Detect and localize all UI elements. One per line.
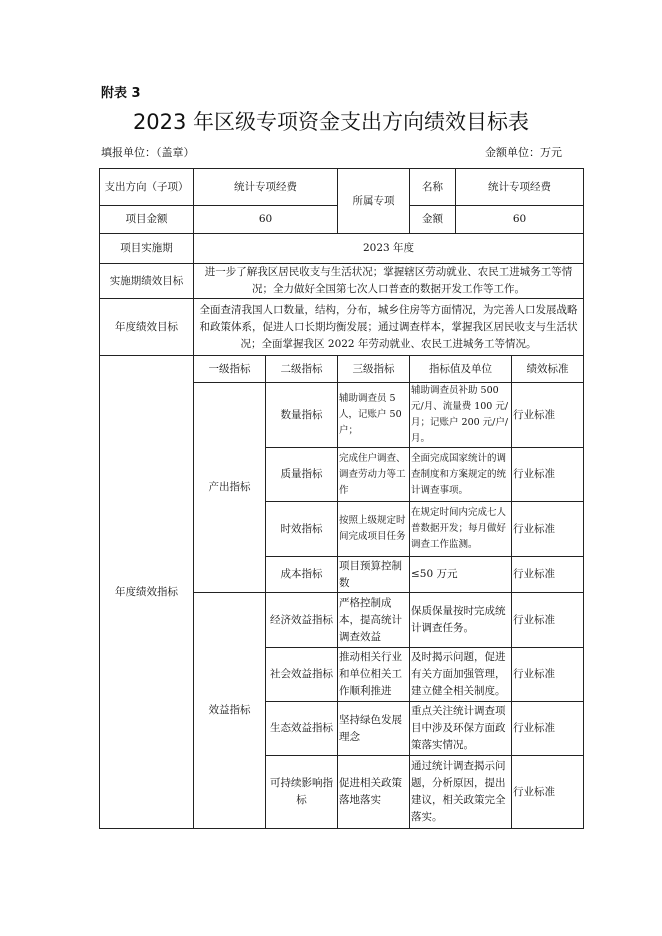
std-cell: 行业标准 bbox=[512, 383, 584, 448]
annual-goal-value: 全面查清我国人口数量，结构，分布，城乡住房等方面情况，为完善人口发展战略和政策体系，促进人口长期均衡发展；通过调查样本，掌握我区居民收支与生活状况；全面掌握我区 2022 年劳动就业、农民工进城务工等情况。 bbox=[194, 299, 584, 356]
value-cell: 全面完成国家统计的调查制度和方案规定的统计调查事项。 bbox=[410, 448, 512, 502]
annual-goal-label: 年度绩效目标 bbox=[100, 299, 194, 356]
fill-unit: 填报单位：（盖章） bbox=[101, 146, 195, 159]
value-cell: 在规定时间内完成七人普数据开发；每月做好调查工作监测。 bbox=[410, 502, 512, 557]
period-value: 2023 年度 bbox=[194, 234, 584, 264]
amount-value: 60 bbox=[194, 206, 338, 234]
direction-label: 支出方向（子项） bbox=[100, 169, 194, 206]
l2-cell: 社会效益指标 bbox=[266, 648, 338, 702]
value-cell: 辅助调查员补助 500 元/月、流量费 100 元/月；记账户 200 元/户/月。 bbox=[410, 383, 512, 448]
money-unit: 金额单位：万元 bbox=[485, 146, 562, 159]
value-cell: 重点关注统计调查项目中涉及环保方面政策落实情况。 bbox=[410, 702, 512, 756]
name-label: 名称 bbox=[410, 169, 456, 206]
l2-cell: 经济效益指标 bbox=[266, 593, 338, 648]
goal-label: 实施期绩效目标 bbox=[100, 264, 194, 299]
l2-cell: 可持续影响指标 bbox=[266, 756, 338, 829]
l3-cell: 项目预算控制数 bbox=[338, 557, 410, 593]
sum-label: 金额 bbox=[410, 206, 456, 234]
l2-cell: 数量指标 bbox=[266, 383, 338, 448]
std-cell: 行业标准 bbox=[512, 502, 584, 557]
amount-label: 项目金额 bbox=[100, 206, 194, 234]
l3-cell: 辅助调查员 5 人，记账户 50 户； bbox=[338, 383, 410, 448]
l2-cell: 时效指标 bbox=[266, 502, 338, 557]
name-value: 统计专项经费 bbox=[456, 169, 584, 206]
l3-cell: 严格控制成本，提高统计调查效益 bbox=[338, 593, 410, 648]
std-cell: 行业标准 bbox=[512, 448, 584, 502]
value-cell: 保质保量按时完成统计调查任务。 bbox=[410, 593, 512, 648]
l3-cell: 推动相关行业和单位相关工作顺利推进 bbox=[338, 648, 410, 702]
l3-cell: 完成住户调查、调查劳动力等工作 bbox=[338, 448, 410, 502]
std-cell: 行业标准 bbox=[512, 557, 584, 593]
goal-value: 进一步了解我区居民收支与生活状况；掌握辖区劳动就业、农民工进城务工等情况；全力做好全国第七次人口普查的数据开发工作等工作。 bbox=[194, 264, 584, 299]
annex-label: 附表 3 bbox=[101, 86, 141, 101]
l2-cell: 质量指标 bbox=[266, 448, 338, 502]
l2-cell: 生态效益指标 bbox=[266, 702, 338, 756]
l3-cell: 坚持绿色发展理念 bbox=[338, 702, 410, 756]
direction-value: 统计专项经费 bbox=[194, 169, 338, 206]
header-l2: 二级指标 bbox=[266, 356, 338, 383]
value-cell: ≤50 万元 bbox=[410, 557, 512, 593]
period-label: 项目实施期 bbox=[100, 234, 194, 264]
value-cell: 及时揭示问题，促进有关方面加强管理，建立健全相关制度。 bbox=[410, 648, 512, 702]
page-title: 2023 年区级专项资金支出方向绩效目标表 bbox=[132, 110, 530, 134]
header-l3: 三级指标 bbox=[338, 356, 410, 383]
std-cell: 行业标准 bbox=[512, 593, 584, 648]
performance-table bbox=[99, 168, 584, 829]
std-cell: 行业标准 bbox=[512, 702, 584, 756]
sum-value: 60 bbox=[456, 206, 584, 234]
special-label: 所属专项 bbox=[338, 169, 410, 234]
l2-cell: 成本指标 bbox=[266, 557, 338, 593]
std-cell: 行业标准 bbox=[512, 756, 584, 829]
output-label: 产出指标 bbox=[194, 383, 266, 593]
std-cell: 行业标准 bbox=[512, 648, 584, 702]
l3-cell: 按照上级规定时间完成项目任务 bbox=[338, 502, 410, 557]
benefit-label: 效益指标 bbox=[194, 593, 266, 829]
header-std: 绩效标准 bbox=[512, 356, 584, 383]
l3-cell: 促进相关政策落地落实 bbox=[338, 756, 410, 829]
header-l1: 一级指标 bbox=[194, 356, 266, 383]
indicators-section-label: 年度绩效指标 bbox=[100, 356, 194, 829]
value-cell: 通过统计调查揭示问题，分析原因，提出建议，相关政策完全落实。 bbox=[410, 756, 512, 829]
header-value: 指标值及单位 bbox=[410, 356, 512, 383]
